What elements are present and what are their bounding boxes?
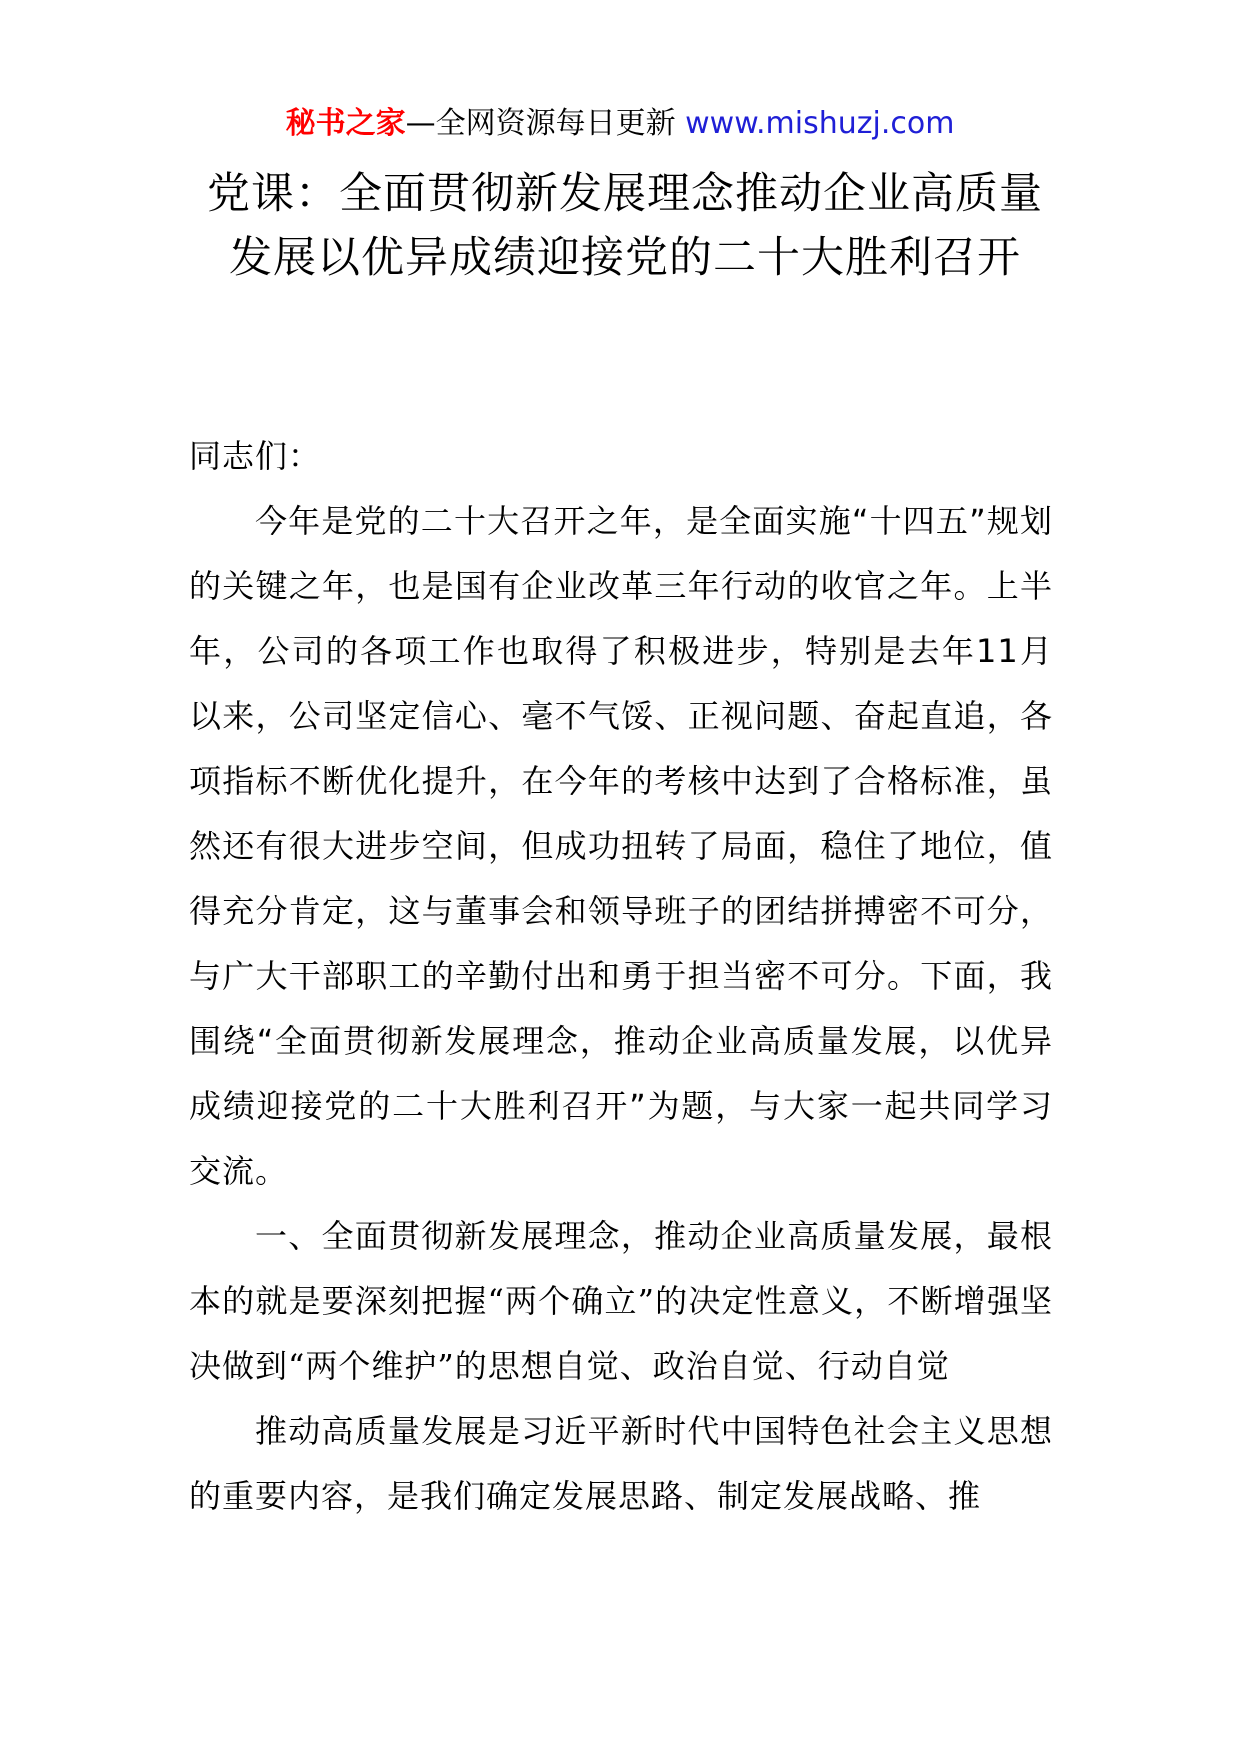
greeting: 同志们： [189, 437, 322, 475]
site-brand: 秘书之家 [285, 106, 406, 141]
section-heading-1: 一、全面贯彻新发展理念，推动企业高质量发展，最根本的就是要深刻把握“两个确立”的决定性意义，不断增强坚决做到“两个维护”的思想自觉、政治自觉、行动自觉 [189, 1217, 1053, 1385]
site-url[interactable]: www.mishuzj.com [685, 106, 955, 141]
paragraph-intro: 今年是党的二十大召开之年，是全面实施“十四五”规划的关键之年，也是国有企业改革三年行动的收官之年。上半年，公司的各项工作也取得了积极进步，特别是去年11月以来，公司坚定信心、毫不气馁、正视问题、奋起直追，各项指标不断优化提升，在今年的考核中达到了合格标准，虽然还有很大进步空间，但成功扭转了局面，稳住了地位，值得充分肯定，这与董事会和领导班子的团结拼搏密不可分，与广大干部职工的辛勤付出和勇于担当密不可分。下面，我围绕“全面贯彻新发展理念，推动企业高质量发展，以优异成绩迎接党的二十大胜利召开”为题，与大家一起共同学习交流。 [189, 502, 1053, 1190]
document-title: 党课：全面贯彻新发展理念推动企业高质量发展以优异成绩迎接党的二十大胜利召开 [207, 169, 1043, 283]
site-header [0, 104, 1240, 144]
site-tagline: —全网资源每日更新 [405, 106, 686, 141]
paragraph-section-1: 推动高质量发展是习近平新时代中国特色社会主义思想的重要内容，是我们确定发展思路、制定发展战略、推 [189, 1412, 1053, 1515]
document-body [189, 424, 1053, 1529]
